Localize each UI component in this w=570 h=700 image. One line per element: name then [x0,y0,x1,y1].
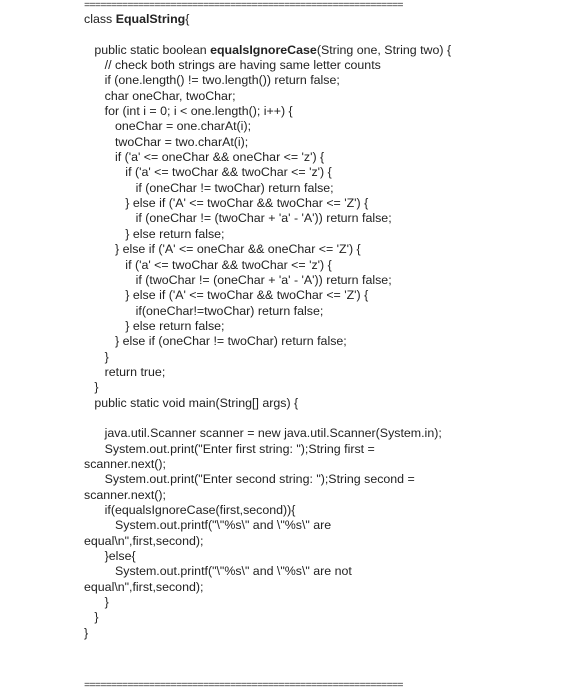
code-line: } else if ('A' <= twoChar && twoChar <= 'Z') { [84,196,369,211]
code-line: char oneChar, twoChar; [84,88,236,103]
code-line: } else if ('A' <= twoChar && twoChar <= 'Z') { [84,288,369,303]
class-declaration-line [84,12,564,27]
separator-bottom: =========================================================== [84,681,403,691]
code-line: scanner.next(); [84,456,166,471]
code-line: if ('a' <= twoChar && twoChar <= 'z') { [84,257,332,272]
class-keyword: class [84,12,116,26]
code-line: if (oneChar != (twoChar + 'a' - 'A')) return false; [84,211,392,226]
method-signature-line [84,43,564,58]
code-line: if ('a' <= twoChar && twoChar <= 'z') { [84,165,332,180]
code-line: if ('a' <= oneChar && oneChar <= 'z') { [84,150,325,165]
code-line: if(equalsIgnoreCase(first,second)){ [84,503,296,517]
code-line: if (twoChar != (oneChar + 'a' - 'A')) return false; [84,272,392,287]
code-line: } else return false; [84,318,225,333]
class-name: EqualString [115,12,186,26]
method-params: (String one, String two) { [316,42,452,57]
code-line: // check both strings are having same letter counts [84,58,381,73]
code-line: System.out.print("Enter first string: ");String first = [84,441,375,456]
code-line: } [84,610,99,625]
code-line: java.util.Scanner scanner = new java.util.Scanner(System.in); [84,426,442,441]
separator-top: =========================================================== [84,1,403,11]
code-line: return true; [84,364,166,379]
code-line: System.out.printf("\"%s\" and \"%s\" are [84,518,332,533]
code-line: if (oneChar != twoChar) return false; [84,180,334,195]
code-line: for (int i = 0; i < one.length(); i++) { [84,104,293,119]
code-line: } [84,625,89,640]
code-line: } [84,380,99,395]
method-name: equalsIgnoreCase [210,42,317,57]
code-line: equal\n",first,second); [84,579,204,594]
code-line: }else{ [84,549,136,564]
blank-line [84,27,564,42]
class-brace: { [185,12,190,26]
code-line: twoChar = two.charAt(i); [84,134,249,149]
code-line: } else if (oneChar != twoChar) return false; [84,334,347,349]
code-line: System.out.print("Enter second string: ");String second = [84,472,415,487]
code-line: equal\n",first,second); [84,533,204,548]
code-block [84,12,564,641]
code-line: public static void main(String[] args) { [84,395,299,410]
code-line: if(oneChar!=twoChar) return false; [84,303,324,318]
code-line: oneChar = one.charAt(i); [84,119,252,134]
method-modifiers: public static boolean [84,42,211,57]
code-line: if (one.length() != two.length()) return false; [84,73,340,88]
code-line [84,411,564,426]
code-lines [84,58,564,641]
code-line: } else return false; [84,226,225,241]
code-line: } [84,595,109,610]
code-line: } [84,349,109,364]
code-line: scanner.next(); [84,487,166,502]
code-line: System.out.printf("\"%s\" and \"%s\" are not [84,564,352,579]
code-line: } else if ('A' <= oneChar && oneChar <= 'Z') { [84,242,361,257]
